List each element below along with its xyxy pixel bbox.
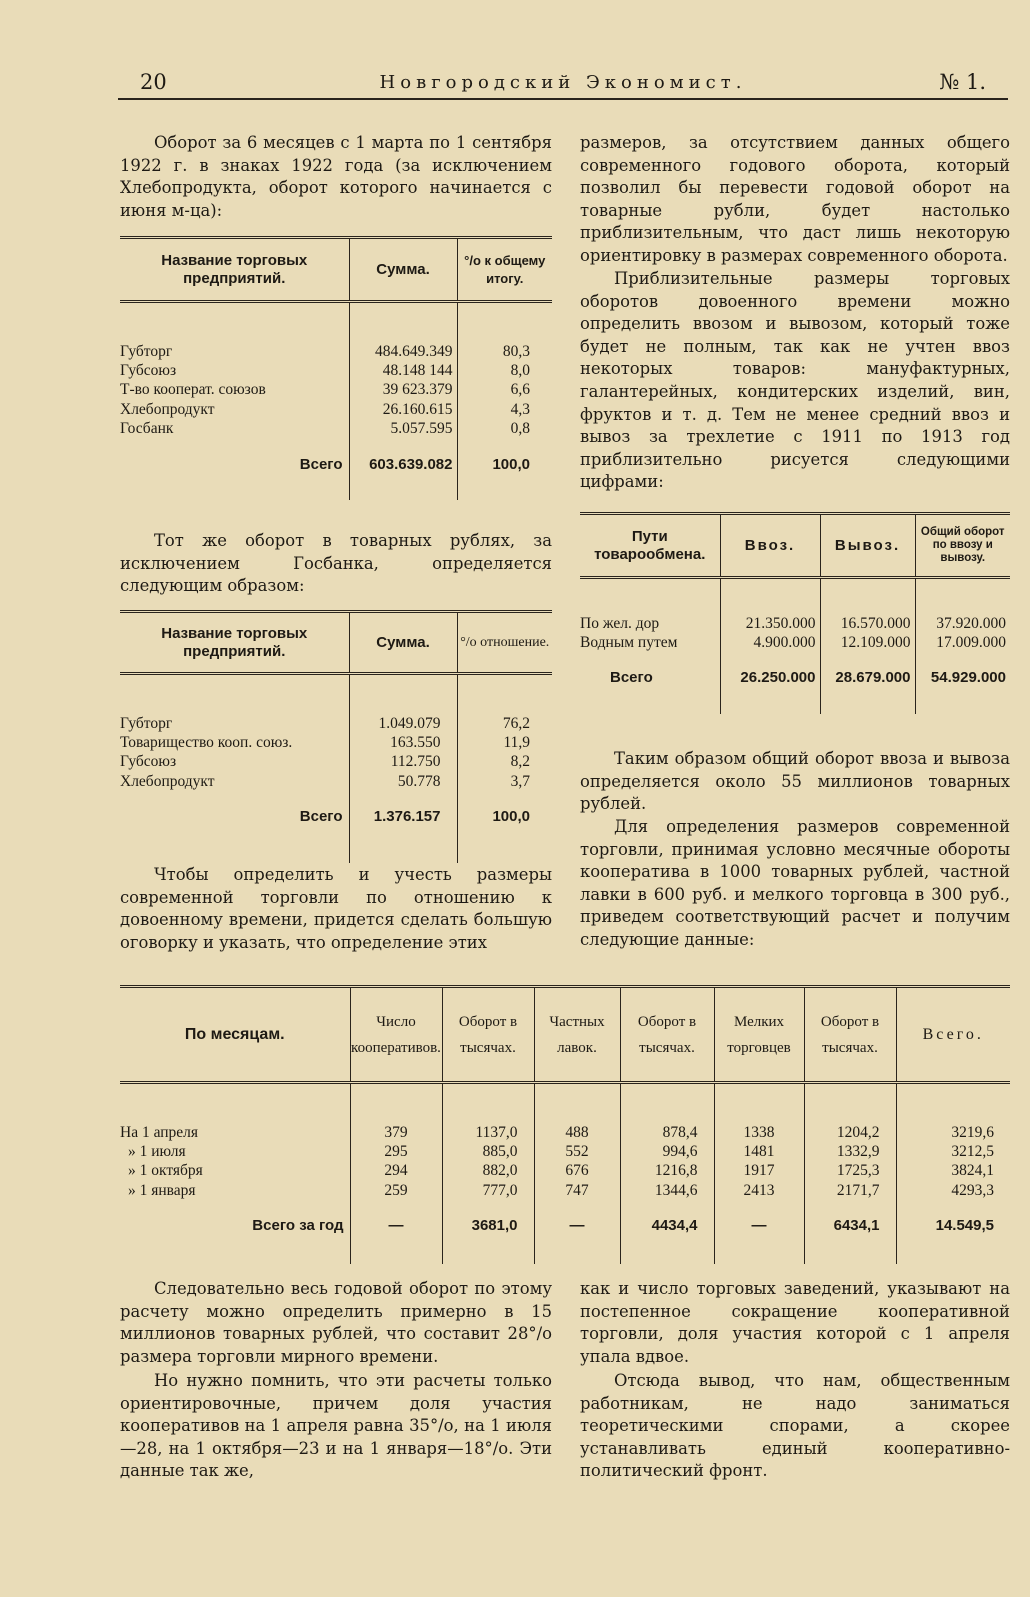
t4-header-small: Мелких торговцев: [714, 987, 804, 1083]
t2-header-pct: °/о отношение.: [457, 612, 552, 674]
table-row: На 1 апреля 379 1137,0 488 878,4 1338 1204,2 3219,6: [120, 1123, 1010, 1142]
intro-paragraph: Оборот за 6 месяцев с 1 марта по 1 сентября 1922 г. в знаках 1922 года (за исключением Хлебопродукта, оборот которого начинается с июня м-ца):: [120, 133, 552, 220]
t3-header-total: Общий оборот по ввозу и вывозу.: [915, 514, 1010, 578]
table-row: По жел. дор 21.350.000 16.570.000 37.920.000: [580, 614, 1010, 633]
paragraph-commodity-rubles: Тот же оборот в товарных рублях, за исключением Госбанка, определяется следующим образом:: [120, 531, 552, 596]
t3-header-route: Пути товарообмена.: [594, 527, 706, 563]
t4-header-shop-turnover: Оборот в тысячах.: [620, 987, 714, 1083]
table-row: Хлебопродукт 50.778 3,7: [120, 772, 552, 791]
table-import-export: [580, 512, 1010, 714]
t4-header-month: По месяцам.: [184, 1025, 285, 1043]
t2-header-sum: Сумма.: [349, 612, 457, 674]
table-total-row: Всего 603.639.082 100,0: [120, 455, 552, 474]
paragraph-bottom-left-1: Следовательно весь годовой оборот по этому расчету можно определить примерно в 15 миллионов товарных рублей, что составит 28°/о размера торговли мирного времени.: [120, 1279, 552, 1366]
table-row: » 1 октября 294 882,0 676 1216,8 1917 1725,3 3824,1: [120, 1161, 1010, 1180]
t4-header-small-turnover: Оборот в тысячах.: [804, 987, 896, 1083]
table-row: » 1 июля 295 885,0 552 994,6 1481 1332,9 3212,5: [120, 1142, 1010, 1161]
t1-header-sum: Сумма.: [349, 238, 457, 302]
table-row: Губторг 1.049.079 76,2: [120, 714, 552, 733]
paragraph-right-2: Приблизительные размеры торговых оборотов довоенного времени можно определить ввозом и вывозом, который тоже будет не полным, так как не учтен ввоз некоторых товаров: мануфактурных, галантерейных, кондитерских изделий, вин, фруктов и т. д. Тем не менее средний ввоз и вывоз за трехлетие с 1911 по 1913 год приблизительно рисуется следующими цифрами:: [580, 269, 1010, 492]
table-row: Губсоюз 112.750 8,2: [120, 752, 552, 771]
t4-header-total: Всего.: [896, 987, 1010, 1083]
table-row: Губторг 484.649.349 80,3: [120, 342, 552, 361]
t4-header-coops: Число кооперативов.: [350, 987, 442, 1083]
page-number: 20: [140, 70, 167, 94]
t4-header-coop-turnover: Оборот в тысячах.: [442, 987, 534, 1083]
table-monthly-turnover: [120, 985, 1010, 1264]
paragraph-right-1: размеров, за отсутствием данных общего современного годового оборота, который позволил бы перевести годовой оборот на товарные рубли, будет настолько приблизительным, что даст лишь некоторую ориентировку в размерах современного оборота.: [580, 133, 1010, 265]
table-commodity-rubles: [120, 610, 552, 863]
paragraph-modern-trade: Чтобы определить и учесть размеры современной торговли по отношению к довоенному времени, придется сделать большую оговорку и указать, что определение этих: [120, 865, 552, 952]
table-total-row: Всего 1.376.157 100,0: [120, 807, 552, 826]
table-row: Т-во кооперат. союзов 39 623.379 6,6: [120, 380, 552, 399]
paragraph-bottom-left-2: Но нужно помнить, что эти расчеты только ориентировочные, причем доля участия кооперативов на 1 апреля равна 35°/о, на 1 июля—28, на 1 октября—23 и на 1 января—18°/о. Эти данные так же,: [120, 1371, 552, 1481]
paragraph-right-4: Для определения размеров современной торговли, принимая условно месячные обороты кооператива в 1000 товарных рублей, частной лавки в 600 руб. и мелкого торговца в 300 руб., приведем соответствующий расчет и получим следующие данные:: [580, 817, 1010, 949]
t1-header-name: Название торговых предприятий.: [161, 251, 308, 287]
journal-title: Новгородский Экономист.: [379, 72, 747, 93]
paragraph-right-3: Таким образом общий оборот ввоза и вывоза определяется около 55 миллионов товарных рублей.: [580, 749, 1010, 814]
t4-header-shops: Частных лавок.: [534, 987, 620, 1083]
table-total-row: Всего за год — 3681,0 — 4434,4 — 6434,1 14.549,5: [120, 1216, 1010, 1235]
table-row: Госбанк 5.057.595 0,8: [120, 419, 552, 438]
t3-header-export: Вывоз.: [820, 514, 915, 578]
t1-header-pct: °/о к общему итогу.: [457, 238, 552, 302]
paragraph-bottom-right-1: как и число торговых заведений, указывают на постепенное сокращение кооперативной торговли, доля участия которой с 1 апреля упала вдвое.: [580, 1279, 1010, 1366]
page-header: [118, 68, 1008, 100]
t2-header-name: Название торговых предприятий.: [161, 624, 308, 660]
table-row: Губсоюз 48.148 144 8,0: [120, 361, 552, 380]
table-row: Водным путем 4.900.000 12.109.000 17.009.000: [580, 633, 1010, 652]
table-total-row: Всего 26.250.000 28.679.000 54.929.000: [580, 668, 1010, 687]
table-row: » 1 января 259 777,0 747 1344,6 2413 2171,7 4293,3: [120, 1181, 1010, 1200]
issue-number: № 1.: [939, 70, 986, 94]
table-turnover-1922: [120, 236, 552, 500]
t3-header-import: Ввоз.: [720, 514, 820, 578]
paragraph-bottom-right-2: Отсюда вывод, что нам, общественным работникам, не надо заниматься теоретическими спорами, а скорее устанавливать единый кооперативно-политический фронт.: [580, 1371, 1010, 1481]
table-row: Хлебопродукт 26.160.615 4,3: [120, 400, 552, 419]
table-row: Товарищество кооп. союз. 163.550 11,9: [120, 733, 552, 752]
